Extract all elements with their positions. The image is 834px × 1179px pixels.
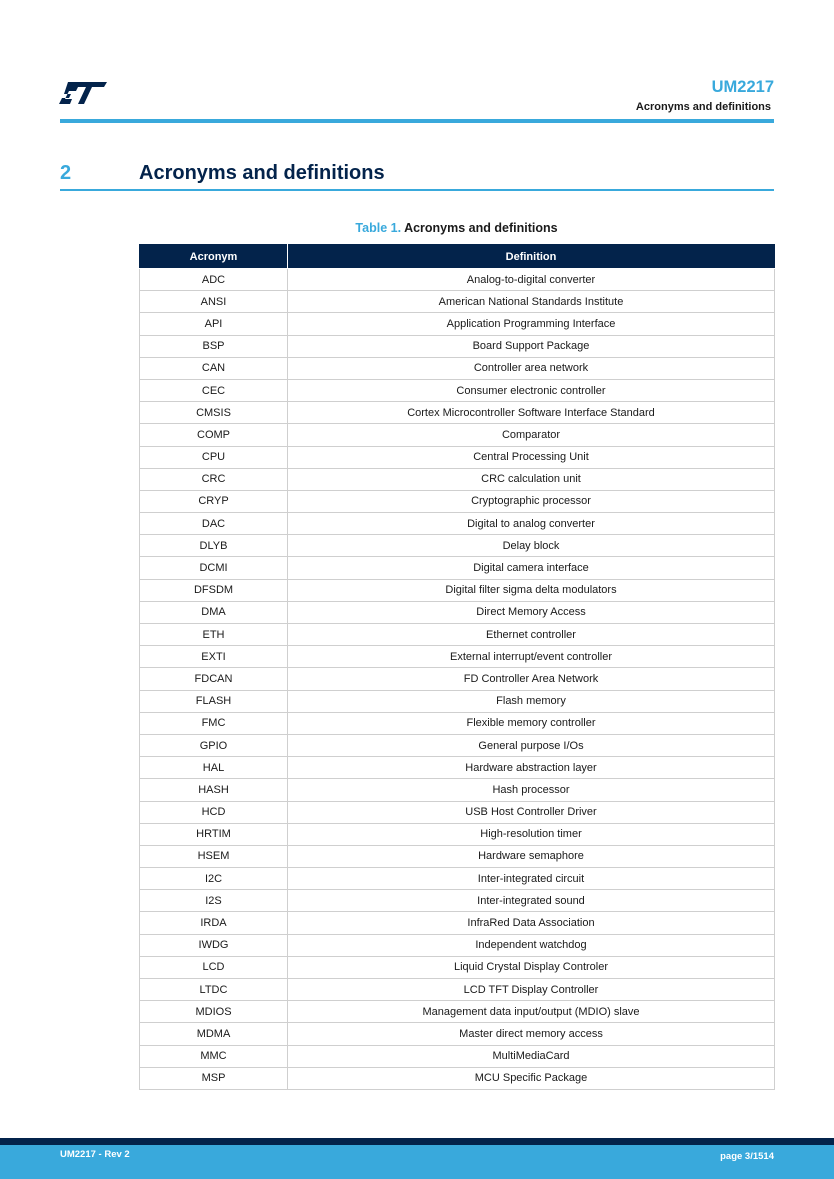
acronym-cell: MDMA: [140, 1023, 288, 1045]
definition-cell: Cryptographic processor: [288, 490, 775, 512]
header-rule: [60, 119, 774, 123]
table-row: [140, 823, 775, 845]
table-row: [140, 402, 775, 424]
acronym-cell: IWDG: [140, 934, 288, 956]
table-caption-label: Table 1.: [355, 221, 402, 235]
acronym-cell: FMC: [140, 712, 288, 734]
acronym-cell: DFSDM: [140, 579, 288, 601]
acronym-cell: COMP: [140, 424, 288, 446]
header-section-title: Acronyms and definitions: [635, 101, 771, 113]
definition-cell: Direct Memory Access: [288, 601, 775, 623]
footer-dark-rule: [0, 1138, 834, 1145]
acronym-cell: FLASH: [140, 690, 288, 712]
definition-cell: USB Host Controller Driver: [288, 801, 775, 823]
definition-cell: Inter-integrated circuit: [288, 868, 775, 890]
table-row: [140, 868, 775, 890]
table-row: [140, 956, 775, 978]
definition-cell: MultiMediaCard: [288, 1045, 775, 1067]
definition-cell: External interrupt/event controller: [288, 646, 775, 668]
table-row: [140, 934, 775, 956]
table-row: [140, 291, 775, 313]
acronyms-table: [139, 244, 775, 1090]
table-row: [140, 468, 775, 490]
acronym-cell: BSP: [140, 335, 288, 357]
acronym-cell: DMA: [140, 601, 288, 623]
acronym-cell: ETH: [140, 624, 288, 646]
st-logo-icon: [58, 80, 108, 106]
acronym-cell: LTDC: [140, 979, 288, 1001]
definition-cell: Board Support Package: [288, 335, 775, 357]
definition-cell: FD Controller Area Network: [288, 668, 775, 690]
table-row: [140, 912, 775, 934]
section-title: Acronyms and definitions: [139, 162, 385, 184]
acronym-cell: CEC: [140, 379, 288, 401]
acronym-cell: ADC: [140, 269, 288, 291]
acronym-cell: GPIO: [140, 734, 288, 756]
table-row: [140, 1023, 775, 1045]
definition-cell: Controller area network: [288, 357, 775, 379]
footer-revision: UM2217 - Rev 2: [60, 1149, 130, 1160]
acronym-cell: LCD: [140, 956, 288, 978]
table-row: [140, 624, 775, 646]
definition-cell: American National Standards Institute: [288, 291, 775, 313]
table-row: [140, 1045, 775, 1067]
definition-cell: Hardware semaphore: [288, 845, 775, 867]
acronym-cell: I2C: [140, 868, 288, 890]
table-row: [140, 890, 775, 912]
table-row: [140, 579, 775, 601]
acronym-cell: CPU: [140, 446, 288, 468]
acronym-cell: API: [140, 313, 288, 335]
footer-page-number: page 3/1514: [720, 1151, 774, 1162]
acronym-cell: HAL: [140, 757, 288, 779]
definition-cell: Delay block: [288, 535, 775, 557]
table-header-row: [140, 245, 775, 269]
table-body: [140, 269, 775, 1090]
document-id: UM2217: [711, 78, 774, 96]
definition-cell: InfraRed Data Association: [288, 912, 775, 934]
definition-cell: General purpose I/Os: [288, 734, 775, 756]
table-row: [140, 1001, 775, 1023]
definition-cell: Flash memory: [288, 690, 775, 712]
section-number: 2: [60, 162, 72, 184]
definition-cell: Hardware abstraction layer: [288, 757, 775, 779]
table-caption-title: Acronyms and definitions: [404, 221, 558, 235]
table-row: [140, 734, 775, 756]
table-row: [140, 845, 775, 867]
table-row: [140, 513, 775, 535]
definition-cell: Flexible memory controller: [288, 712, 775, 734]
acronym-cell: HCD: [140, 801, 288, 823]
acronym-cell: CAN: [140, 357, 288, 379]
acronym-cell: MDIOS: [140, 1001, 288, 1023]
acronym-cell: MSP: [140, 1067, 288, 1089]
table-row: [140, 979, 775, 1001]
definition-cell: LCD TFT Display Controller: [288, 979, 775, 1001]
definition-cell: Digital to analog converter: [288, 513, 775, 535]
table-row: [140, 668, 775, 690]
section-rule: [60, 189, 774, 191]
acronym-cell: CRYP: [140, 490, 288, 512]
definition-cell: Consumer electronic controller: [288, 379, 775, 401]
acronym-cell: HASH: [140, 779, 288, 801]
table-row: [140, 313, 775, 335]
definition-cell: Digital filter sigma delta modulators: [288, 579, 775, 601]
acronym-cell: CRC: [140, 468, 288, 490]
acronym-cell: ANSI: [140, 291, 288, 313]
table-row: [140, 535, 775, 557]
definition-cell: MCU Specific Package: [288, 1067, 775, 1089]
column-header-acronym: Acronym: [140, 245, 288, 269]
acronym-cell: DCMI: [140, 557, 288, 579]
definition-cell: Comparator: [288, 424, 775, 446]
acronym-cell: HRTIM: [140, 823, 288, 845]
definition-cell: Central Processing Unit: [288, 446, 775, 468]
definition-cell: Management data input/output (MDIO) slave: [288, 1001, 775, 1023]
table-caption: [139, 221, 774, 235]
acronym-cell: DAC: [140, 513, 288, 535]
definition-cell: Liquid Crystal Display Controler: [288, 956, 775, 978]
table-row: [140, 646, 775, 668]
table-row: [140, 379, 775, 401]
table-row: [140, 424, 775, 446]
table-row: [140, 335, 775, 357]
table-row: [140, 712, 775, 734]
definition-cell: Digital camera interface: [288, 557, 775, 579]
acronym-cell: EXTI: [140, 646, 288, 668]
acronym-cell: I2S: [140, 890, 288, 912]
definition-cell: Analog-to-digital converter: [288, 269, 775, 291]
definition-cell: Ethernet controller: [288, 624, 775, 646]
table-row: [140, 1067, 775, 1089]
column-header-definition: Definition: [288, 245, 775, 269]
table-row: [140, 601, 775, 623]
definition-cell: Cortex Microcontroller Software Interface Standard: [288, 402, 775, 424]
table-row: [140, 779, 775, 801]
table-row: [140, 690, 775, 712]
definition-cell: Hash processor: [288, 779, 775, 801]
definition-cell: Application Programming Interface: [288, 313, 775, 335]
table-row: [140, 557, 775, 579]
definition-cell: CRC calculation unit: [288, 468, 775, 490]
table-row: [140, 269, 775, 291]
table-row: [140, 801, 775, 823]
table-row: [140, 757, 775, 779]
acronym-cell: DLYB: [140, 535, 288, 557]
acronym-cell: FDCAN: [140, 668, 288, 690]
table-row: [140, 490, 775, 512]
acronym-cell: IRDA: [140, 912, 288, 934]
table-row: [140, 357, 775, 379]
definition-cell: High-resolution timer: [288, 823, 775, 845]
table-row: [140, 446, 775, 468]
definition-cell: Master direct memory access: [288, 1023, 775, 1045]
definition-cell: Inter-integrated sound: [288, 890, 775, 912]
definition-cell: Independent watchdog: [288, 934, 775, 956]
acronym-cell: CMSIS: [140, 402, 288, 424]
acronym-cell: HSEM: [140, 845, 288, 867]
acronym-cell: MMC: [140, 1045, 288, 1067]
